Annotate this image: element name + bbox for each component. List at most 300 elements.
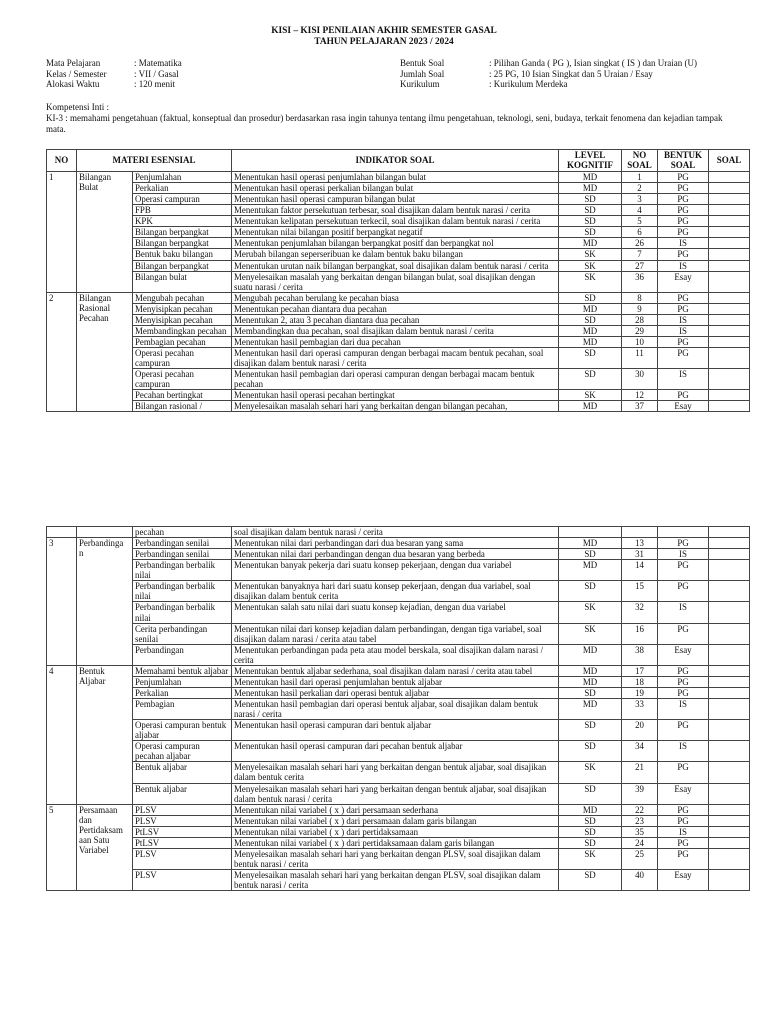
indikator-soal: Menentukan hasil pembagian dari operasi campuran dengan berbagai macam bentuk pecahan [232, 369, 559, 390]
table-row [47, 183, 750, 194]
table-row [47, 560, 750, 581]
nomor-soal: 23 [622, 815, 658, 826]
soal-cell [709, 720, 750, 741]
indikator-soal: Menyelesaikan masalah sehari hari yang berkaitan dengan PLSV, soal disajikan dalam bentuk narasi / cerita [232, 870, 559, 891]
info-row-mata-pelajaran [46, 58, 182, 69]
nomor-soal: 30 [622, 369, 658, 390]
materi-esensial [77, 527, 133, 538]
bentuk-soal: Esay [658, 783, 709, 804]
nomor-soal: 8 [622, 292, 658, 303]
nomor-soal: 40 [622, 870, 658, 891]
level-kognitif: SK [559, 390, 622, 401]
indikator-soal: Menentukan banyaknya hari dari suatu konsep pekerjaan, dengan dua variabel, soal disajikan dalam bentuk cerita [232, 581, 559, 602]
bentuk-soal: PG [658, 216, 709, 227]
nomor-soal: 34 [622, 741, 658, 762]
table-row [47, 699, 750, 720]
header-bentuk: BENTUK SOAL [658, 150, 709, 172]
sub-materi: PLSV [133, 815, 232, 826]
table-row [47, 260, 750, 271]
bentuk-soal: PG [658, 172, 709, 183]
info-value: : VII / Gasal [134, 68, 179, 79]
nomor-soal: 35 [622, 826, 658, 837]
table-row [47, 602, 750, 623]
nomor-soal: 25 [622, 848, 658, 869]
table-row [47, 665, 750, 676]
bentuk-soal: IS [658, 549, 709, 560]
level-kognitif: SD [559, 870, 622, 891]
bentuk-soal: PG [658, 194, 709, 205]
bentuk-soal: PG [658, 665, 709, 676]
sub-materi: Memahami bentuk aljabar [133, 665, 232, 676]
level-kognitif: SD [559, 837, 622, 848]
document-subtitle: TAHUN PELAJARAN 2023 / 2024 [314, 37, 454, 47]
soal-cell [709, 699, 750, 720]
soal-cell [709, 762, 750, 783]
indikator-soal: Menyelesaikan masalah sehari hari yang berkaitan dengan bilangan pecahan, [232, 401, 559, 412]
table-row [47, 194, 750, 205]
level-kognitif: SD [559, 815, 622, 826]
level-kognitif: MD [559, 303, 622, 314]
nomor-soal: 26 [622, 238, 658, 249]
sub-materi: Perbandingan berbalik nilai [133, 581, 232, 602]
bentuk-soal: PG [658, 581, 709, 602]
sub-materi: Operasi campuran [133, 194, 232, 205]
sub-materi: Operasi campuran bentuk aljabar [133, 720, 232, 741]
sub-materi: Bentuk aljabar [133, 783, 232, 804]
soal-cell [709, 815, 750, 826]
sub-materi: Perbandingan senilai [133, 549, 232, 560]
table-row [47, 348, 750, 369]
document-title: KISI – KISI PENILAIAN AKHIR SEMESTER GASAL [271, 26, 497, 36]
level-kognitif: MD [559, 538, 622, 549]
table-row [47, 741, 750, 762]
bentuk-soal [658, 527, 709, 538]
indikator-soal: Menentukan hasil operasi perkalian bilangan bulat [232, 183, 559, 194]
row-number: 4 [47, 665, 77, 804]
indikator-soal: Menentukan bentuk aljabar sederhana, soal disajikan dalam narasi / cerita atau tabel [232, 665, 559, 676]
sub-materi: Operasi campuran pecahan aljabar [133, 741, 232, 762]
bentuk-soal: IS [658, 314, 709, 325]
indikator-soal: Menentukan faktor persekutuan terbesar, soal disajikan dalam bentuk narasi / cerita [232, 205, 559, 216]
soal-cell [709, 623, 750, 644]
indikator-soal: Menentukan hasil operasi campuran dari bentuk aljabar [232, 720, 559, 741]
soal-cell [709, 602, 750, 623]
sub-materi: Pembagian pecahan [133, 336, 232, 347]
bentuk-soal: PG [658, 292, 709, 303]
indikator-soal: Merubah bilangan seperseribuan ke dalam bentuk baku bilangan [232, 249, 559, 260]
level-kognitif: MD [559, 560, 622, 581]
bentuk-soal: Esay [658, 870, 709, 891]
sub-materi: Cerita perbandingan senilai [133, 623, 232, 644]
bentuk-soal: PG [658, 676, 709, 687]
indikator-soal: Menentukan banyak pekerja dari suatu konsep pekerjaan, dengan dua variabel [232, 560, 559, 581]
level-kognitif: SD [559, 348, 622, 369]
bentuk-soal: IS [658, 602, 709, 623]
soal-cell [709, 676, 750, 687]
soal-cell [709, 271, 750, 292]
sub-materi: Perbandingan senilai [133, 538, 232, 549]
sub-materi: Bilangan rasional / [133, 401, 232, 412]
nomor-soal: 18 [622, 676, 658, 687]
soal-cell [709, 348, 750, 369]
table-row [47, 227, 750, 238]
indikator-soal: Menentukan penjumlahan bilangan berpangkat positf dan berpangkat nol [232, 238, 559, 249]
soal-cell [709, 870, 750, 891]
soal-cell [709, 837, 750, 848]
soal-cell [709, 249, 750, 260]
level-kognitif: SD [559, 741, 622, 762]
bentuk-soal: IS [658, 238, 709, 249]
info-row-alokasi [46, 79, 182, 90]
materi-esensial: Perbandinga n [77, 538, 133, 666]
indikator-soal: soal disajikan dalam bentuk narasi / cerita [232, 527, 559, 538]
materi-esensial: Bentuk Aljabar [77, 665, 133, 804]
bentuk-soal: IS [658, 741, 709, 762]
soal-cell [709, 194, 750, 205]
indikator-soal: Menentukan urutan naik bilangan berpangkat, soal disajikan dalam bentuk narasi / cerita [232, 260, 559, 271]
soal-cell [709, 848, 750, 869]
sub-materi: pecahan [133, 527, 232, 538]
table-row [47, 581, 750, 602]
nomor-soal: 4 [622, 205, 658, 216]
sub-materi: Menyisipkan pecahan [133, 314, 232, 325]
sub-materi: PLSV [133, 804, 232, 815]
indikator-soal: Menentukan hasil operasi penjumlahan bilangan bulat [232, 172, 559, 183]
level-kognitif: MD [559, 183, 622, 194]
bentuk-soal: PG [658, 249, 709, 260]
indikator-soal: Menentukan nilai variabel ( x ) dari pertidaksamaan dalam garis bilangan [232, 837, 559, 848]
bentuk-soal: Esay [658, 271, 709, 292]
nomor-soal: 37 [622, 401, 658, 412]
indikator-soal: Menentukan hasil pembagian dari dua pecahan [232, 336, 559, 347]
soal-cell [709, 549, 750, 560]
info-row-bentuk-soal [400, 58, 697, 69]
sub-materi: Bilangan berpangkat [133, 227, 232, 238]
table-row [47, 336, 750, 347]
indikator-soal: Menentukan pecahan diantara dua pecahan [232, 303, 559, 314]
sub-materi: Perbandingan berbalik nilai [133, 560, 232, 581]
sub-materi: Perbandingan berbalik nilai [133, 602, 232, 623]
nomor-soal: 6 [622, 227, 658, 238]
nomor-soal: 33 [622, 699, 658, 720]
indikator-soal: Menentukan hasil operasi pecahan bertingkat [232, 390, 559, 401]
table-row [47, 549, 750, 560]
soal-cell [709, 665, 750, 676]
nomor-soal: 24 [622, 837, 658, 848]
info-value: : Kurikulum Merdeka [489, 79, 568, 90]
level-kognitif: MD [559, 676, 622, 687]
table-row [47, 205, 750, 216]
nomor-soal: 12 [622, 390, 658, 401]
nomor-soal: 31 [622, 549, 658, 560]
info-row-kelas [46, 69, 182, 80]
info-label: Kurikulum [400, 79, 440, 90]
indikator-soal: Menentukan nilai dari perbandingan dari dua besaran yang sama [232, 538, 559, 549]
level-kognitif: SD [559, 292, 622, 303]
level-kognitif: MD [559, 401, 622, 412]
level-kognitif: SK [559, 260, 622, 271]
level-kognitif: MD [559, 644, 622, 665]
sub-materi: Menyisipkan pecahan [133, 303, 232, 314]
table-row [47, 292, 750, 303]
soal-cell [709, 804, 750, 815]
header-level: LEVEL KOGNITIF [559, 150, 622, 172]
soal-cell [709, 783, 750, 804]
table-row [47, 401, 750, 412]
bentuk-soal: PG [658, 560, 709, 581]
row-number: 5 [47, 804, 77, 891]
header-no-soal: NO SOAL [622, 150, 658, 172]
info-value: : Matematika [134, 58, 182, 68]
indikator-soal: Menentukan nilai variabel ( x ) dari persamaan dalam garis bilangan [232, 815, 559, 826]
bentuk-soal: PG [658, 336, 709, 347]
soal-cell [709, 205, 750, 216]
table-row [47, 325, 750, 336]
nomor-soal: 27 [622, 260, 658, 271]
soal-cell [709, 687, 750, 698]
level-kognitif: MD [559, 804, 622, 815]
sub-materi: Penjumlahan [133, 676, 232, 687]
soal-cell [709, 369, 750, 390]
table-row [47, 303, 750, 314]
indikator-soal: Menentukan nilai variabel ( x ) dari pertidaksamaan [232, 826, 559, 837]
sub-materi: Bilangan berpangkat [133, 238, 232, 249]
soal-cell [709, 560, 750, 581]
indikator-soal: Menentukan nilai dari konsep kejadian dalam perbandingan, dengan tiga variabel, soal disajikan dalam narasi / cerita atau tabel [232, 623, 559, 644]
level-kognitif: SK [559, 623, 622, 644]
nomor-soal: 15 [622, 581, 658, 602]
soal-cell [709, 260, 750, 271]
materi-esensial: Bilangan Rasional Pecahan [77, 292, 133, 412]
sub-materi: Bilangan bulat [133, 271, 232, 292]
bentuk-soal: IS [658, 260, 709, 271]
header-materi: MATERI ESENSIAL [77, 150, 232, 172]
soal-cell [709, 390, 750, 401]
kompetensi-heading: Kompetensi Inti : [46, 102, 109, 112]
indikator-soal: Membandingkan dua pecahan, soal disajikan dalam bentuk narasi / cerita [232, 325, 559, 336]
nomor-soal: 29 [622, 325, 658, 336]
info-right-block [400, 58, 697, 90]
bentuk-soal: PG [658, 687, 709, 698]
table-row [47, 314, 750, 325]
table-row [47, 538, 750, 549]
level-kognitif: MD [559, 325, 622, 336]
level-kognitif: SK [559, 762, 622, 783]
kompetensi-inti [46, 102, 732, 134]
indikator-soal: Mengubah pecahan berulang ke pecahan biasa [232, 292, 559, 303]
soal-cell [709, 581, 750, 602]
sub-materi: Operasi pecahan campuran [133, 369, 232, 390]
bentuk-soal: PG [658, 205, 709, 216]
soal-cell [709, 314, 750, 325]
table-row [47, 644, 750, 665]
bentuk-soal: PG [658, 848, 709, 869]
table-row [47, 870, 750, 891]
sub-materi: Pembagian [133, 699, 232, 720]
sub-materi: Mengubah pecahan [133, 292, 232, 303]
soal-cell [709, 336, 750, 347]
table-row [47, 369, 750, 390]
table-row [47, 249, 750, 260]
indikator-soal: Menyelesaikan masalah sehari hari yang berkaitan dengan bentuk aljabar, soal disajikan dalam bentuk cerita [232, 762, 559, 783]
bentuk-soal: PG [658, 762, 709, 783]
nomor-soal [622, 527, 658, 538]
bentuk-soal: PG [658, 538, 709, 549]
bentuk-soal: PG [658, 227, 709, 238]
indikator-soal: Menentukan nilai variabel ( x ) dari persamaan sederhana [232, 804, 559, 815]
table-row [47, 815, 750, 826]
sub-materi: PtLSV [133, 837, 232, 848]
soal-cell [709, 292, 750, 303]
soal-cell [709, 538, 750, 549]
indikator-soal: Menentukan hasil dari operasi campuran dengan berbagai macam bentuk pecahan, soal disajikan dalam bentuk narasi / cerita [232, 348, 559, 369]
level-kognitif: SK [559, 602, 622, 623]
info-label: Kelas / Semester [46, 68, 107, 79]
info-value: : 120 menit [134, 79, 175, 90]
bentuk-soal: PG [658, 804, 709, 815]
soal-cell [709, 325, 750, 336]
level-kognitif: SK [559, 271, 622, 292]
soal-cell [709, 303, 750, 314]
bentuk-soal: IS [658, 325, 709, 336]
indikator-soal: Menentukan hasil operasi campuran bilangan bulat [232, 194, 559, 205]
table-row [47, 848, 750, 869]
level-kognitif: SD [559, 227, 622, 238]
soal-cell [709, 826, 750, 837]
bentuk-soal: PG [658, 815, 709, 826]
level-kognitif: SD [559, 314, 622, 325]
indikator-soal: Menentukan 2, atau 3 pecahan diantara dua pecahan [232, 314, 559, 325]
nomor-soal: 21 [622, 762, 658, 783]
level-kognitif: SK [559, 249, 622, 260]
nomor-soal: 36 [622, 271, 658, 292]
info-label: Jumlah Soal [400, 68, 445, 79]
sub-materi: Bentuk aljabar [133, 762, 232, 783]
indikator-soal: Menyelesaikan masalah sehari hari yang berkaitan dengan bentuk aljabar, soal disajikan dalam bentuk narasi / cerita [232, 783, 559, 804]
nomor-soal: 22 [622, 804, 658, 815]
table-header-row [47, 150, 750, 172]
table-row [47, 271, 750, 292]
table-row [47, 837, 750, 848]
info-row-kurikulum [400, 79, 697, 90]
materi-esensial: Persamaan dan Pertidaksam aan Satu Variabel [77, 804, 133, 891]
sub-materi: PLSV [133, 848, 232, 869]
nomor-soal: 28 [622, 314, 658, 325]
level-kognitif: SD [559, 369, 622, 390]
level-kognitif: SD [559, 720, 622, 741]
table-row [47, 676, 750, 687]
nomor-soal: 9 [622, 303, 658, 314]
sub-materi: Membandingkan pecahan [133, 325, 232, 336]
level-kognitif: SD [559, 687, 622, 698]
info-label: Bentuk Soal [400, 58, 445, 68]
soal-cell [709, 238, 750, 249]
info-value: : Pilihan Ganda ( PG ), Isian singkat ( IS ) dan Uraian (U) [489, 58, 697, 68]
soal-cell [709, 741, 750, 762]
level-kognitif: MD [559, 172, 622, 183]
sub-materi: PtLSV [133, 826, 232, 837]
table-row [47, 687, 750, 698]
level-kognitif: SD [559, 581, 622, 602]
indikator-soal: Menentukan perbandingan pada peta atau model berskala, soal disajikan dalam narasi / cerita [232, 644, 559, 665]
row-number: 3 [47, 538, 77, 666]
level-kognitif: SK [559, 848, 622, 869]
nomor-soal: 20 [622, 720, 658, 741]
indikator-soal: Menentukan hasil pembagian dari operasi bentuk aljabar, soal disajikan dalam bentuk narasi / cerita [232, 699, 559, 720]
sub-materi: Bentuk baku bilangan [133, 249, 232, 260]
bentuk-soal: IS [658, 826, 709, 837]
sub-materi: Pecahan bertingkat [133, 390, 232, 401]
level-kognitif: SD [559, 826, 622, 837]
sub-materi: Operasi pecahan campuran [133, 348, 232, 369]
level-kognitif: MD [559, 665, 622, 676]
table-row [47, 172, 750, 183]
table-row [47, 826, 750, 837]
sub-materi: Bilangan berpangkat [133, 260, 232, 271]
bentuk-soal: Esay [658, 401, 709, 412]
level-kognitif: MD [559, 699, 622, 720]
kisi-table-part-1 [46, 149, 750, 412]
soal-cell [709, 172, 750, 183]
sub-materi: Penjumlahan [133, 172, 232, 183]
soal-cell [709, 401, 750, 412]
bentuk-soal: IS [658, 699, 709, 720]
nomor-soal: 13 [622, 538, 658, 549]
indikator-soal: Menentukan hasil dari operasi penjumlahan bentuk aljabar [232, 676, 559, 687]
table-row [47, 216, 750, 227]
table-row [47, 804, 750, 815]
sub-materi: PLSV [133, 870, 232, 891]
nomor-soal: 14 [622, 560, 658, 581]
bentuk-soal: PG [658, 390, 709, 401]
indikator-soal: Menentukan kelipatan persekutuan terkecil, soal disajikan dalam bentuk narasi / cerita [232, 216, 559, 227]
bentuk-soal: PG [658, 183, 709, 194]
header-soal: SOAL [709, 150, 750, 172]
kompetensi-text: KI-3 : memahami pengetahuan (faktual, konseptual dan prosedur) berdasarkan rasa ingin tahunya tentang ilmu pengetahuan, teknologi, seni, budaya, terkait fenomena dan kejadian tampak mata. [46, 112, 723, 134]
row-number: 2 [47, 292, 77, 412]
sub-materi: Perkalian [133, 687, 232, 698]
bentuk-soal: PG [658, 837, 709, 848]
indikator-soal: Menyelesaikan masalah sehari hari yang berkaitan dengan PLSV, soal disajikan dalam bentuk narasi / cerita [232, 848, 559, 869]
row-number [47, 527, 77, 538]
nomor-soal: 32 [622, 602, 658, 623]
sub-materi: KPK [133, 216, 232, 227]
soal-cell [709, 644, 750, 665]
table-row [47, 623, 750, 644]
kisi-table-part-2 [46, 526, 750, 891]
level-kognitif: SD [559, 783, 622, 804]
nomor-soal: 16 [622, 623, 658, 644]
table-row [47, 390, 750, 401]
level-kognitif: SD [559, 216, 622, 227]
nomor-soal: 38 [622, 644, 658, 665]
info-row-jumlah-soal [400, 69, 697, 80]
nomor-soal: 3 [622, 194, 658, 205]
materi-esensial: Bilangan Bulat [77, 172, 133, 293]
soal-cell [709, 216, 750, 227]
sub-materi: FPB [133, 205, 232, 216]
info-label: Mata Pelajaran [46, 58, 101, 68]
nomor-soal: 39 [622, 783, 658, 804]
table-row [47, 238, 750, 249]
header-indikator: INDIKATOR SOAL [232, 150, 559, 172]
table-row [47, 783, 750, 804]
nomor-soal: 1 [622, 172, 658, 183]
nomor-soal: 7 [622, 249, 658, 260]
bentuk-soal: PG [658, 348, 709, 369]
soal-cell [709, 227, 750, 238]
indikator-soal: Menyelesaikan masalah yang berkaitan dengan bilangan bulat, soal disajikan dengan suatu narasi / cerita [232, 271, 559, 292]
